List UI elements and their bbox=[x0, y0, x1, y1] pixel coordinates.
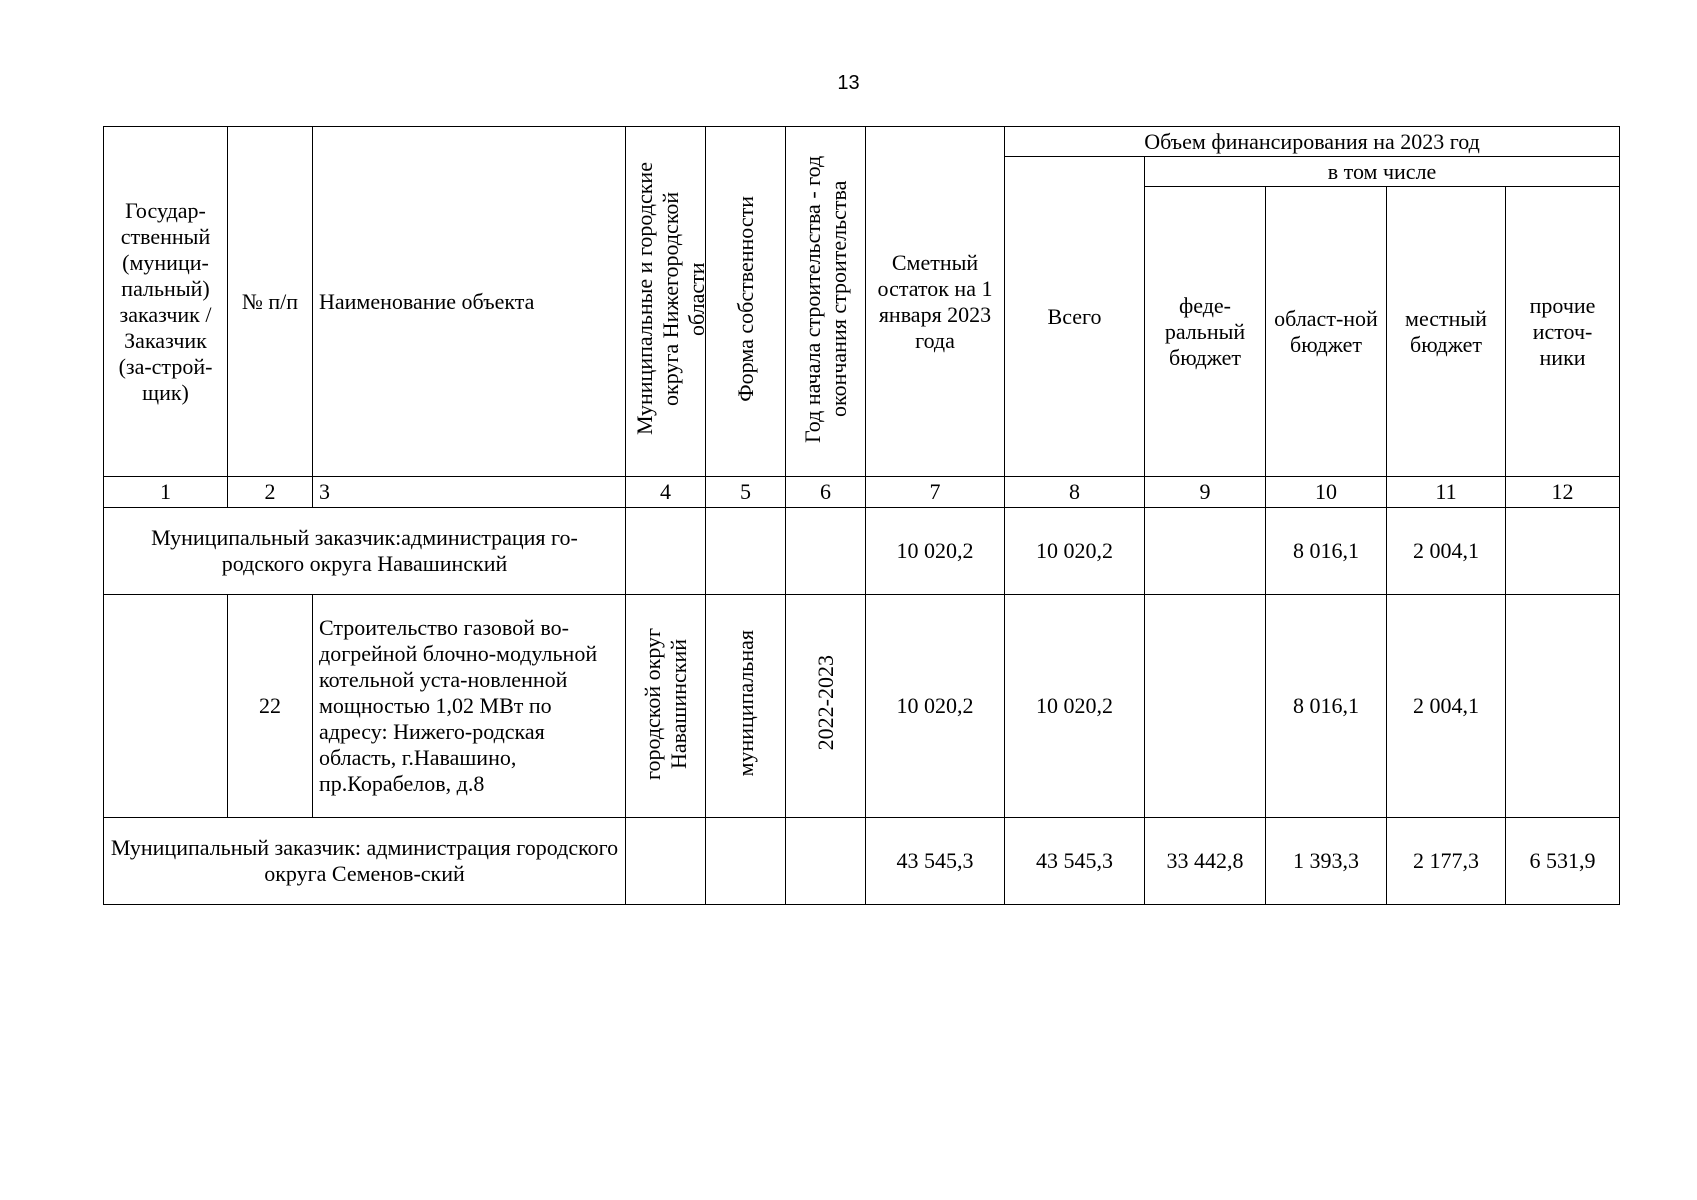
header-regional: област-ной бюджет bbox=[1266, 187, 1387, 477]
header-federal: феде-ральный бюджет bbox=[1145, 187, 1266, 477]
column-number: 10 bbox=[1266, 477, 1387, 508]
municipality-cell: городской округ Навашинский bbox=[626, 595, 706, 818]
column-number: 9 bbox=[1145, 477, 1266, 508]
customer-cell bbox=[104, 595, 228, 818]
column-number: 5 bbox=[706, 477, 786, 508]
header-financing: Объем финансирования на 2023 год bbox=[1005, 127, 1620, 157]
other-cell bbox=[1506, 595, 1620, 818]
column-number-row bbox=[104, 477, 1620, 508]
header-total: Всего bbox=[1005, 157, 1145, 477]
local-cell: 2 004,1 bbox=[1387, 595, 1506, 818]
column-number: 2 bbox=[228, 477, 313, 508]
column-number: 7 bbox=[866, 477, 1005, 508]
other-cell bbox=[1506, 508, 1620, 595]
estimate-cell: 10 020,2 bbox=[866, 508, 1005, 595]
header-ownership: Форма собственности bbox=[706, 127, 786, 477]
customer-cell: Муниципальный заказчик:администрация го-родского округа Навашинский bbox=[104, 508, 626, 595]
header-estimate: Сметный остаток на 1 января 2023 года bbox=[866, 127, 1005, 477]
customer-cell: Муниципальный заказчик: администрация городского округа Семенов-ский bbox=[104, 818, 626, 905]
page-number: 13 bbox=[837, 72, 860, 94]
ownership-cell bbox=[706, 818, 786, 905]
local-cell: 2 004,1 bbox=[1387, 508, 1506, 595]
estimate-cell: 10 020,2 bbox=[866, 595, 1005, 818]
federal-cell bbox=[1145, 595, 1266, 818]
header-municipalities: Муниципальные и городские округа Нижегородской области bbox=[626, 127, 706, 477]
header-including: в том числе bbox=[1145, 157, 1620, 187]
years-cell bbox=[786, 818, 866, 905]
column-number: 8 bbox=[1005, 477, 1145, 508]
regional-cell: 8 016,1 bbox=[1266, 595, 1387, 818]
total-cell: 10 020,2 bbox=[1005, 595, 1145, 818]
number-cell: 22 bbox=[228, 595, 313, 818]
table-row bbox=[104, 595, 1620, 818]
column-number: 1 bbox=[104, 477, 228, 508]
header-years: Год начала строительства - год окончания строительства bbox=[786, 127, 866, 477]
regional-cell: 1 393,3 bbox=[1266, 818, 1387, 905]
other-cell: 6 531,9 bbox=[1506, 818, 1620, 905]
column-number: 4 bbox=[626, 477, 706, 508]
municipality-cell bbox=[626, 818, 706, 905]
total-cell: 43 545,3 bbox=[1005, 818, 1145, 905]
header-number: № п/п bbox=[228, 127, 313, 477]
years-cell: 2022-2023 bbox=[786, 595, 866, 818]
object-name-cell: Строительство газовой во-догрейной блочно-модульной котельной уста-новленной мощностью 1,02 МВт по адресу: Нижего-родская область, г.Навашино, пр.Корабелов, д.8 bbox=[313, 595, 626, 818]
header-customer: Государ-ственный (муници-пальный) заказчик / Заказчик (за-строй-щик) bbox=[104, 127, 228, 477]
years-cell bbox=[786, 508, 866, 595]
column-number: 12 bbox=[1506, 477, 1620, 508]
ownership-cell: муниципальная bbox=[706, 595, 786, 818]
column-number: 3 bbox=[313, 477, 626, 508]
municipality-cell bbox=[626, 508, 706, 595]
estimate-cell: 43 545,3 bbox=[866, 818, 1005, 905]
federal-cell: 33 442,8 bbox=[1145, 818, 1266, 905]
table-row bbox=[104, 818, 1620, 905]
header-other: прочие источ-ники bbox=[1506, 187, 1620, 477]
header-local: местный бюджет bbox=[1387, 187, 1506, 477]
ownership-cell bbox=[706, 508, 786, 595]
federal-cell bbox=[1145, 508, 1266, 595]
header-object-name: Наименование объекта bbox=[313, 127, 626, 477]
local-cell: 2 177,3 bbox=[1387, 818, 1506, 905]
total-cell: 10 020,2 bbox=[1005, 508, 1145, 595]
table-row bbox=[104, 508, 1620, 595]
investment-table bbox=[103, 126, 1620, 905]
column-number: 11 bbox=[1387, 477, 1506, 508]
regional-cell: 8 016,1 bbox=[1266, 508, 1387, 595]
column-number: 6 bbox=[786, 477, 866, 508]
